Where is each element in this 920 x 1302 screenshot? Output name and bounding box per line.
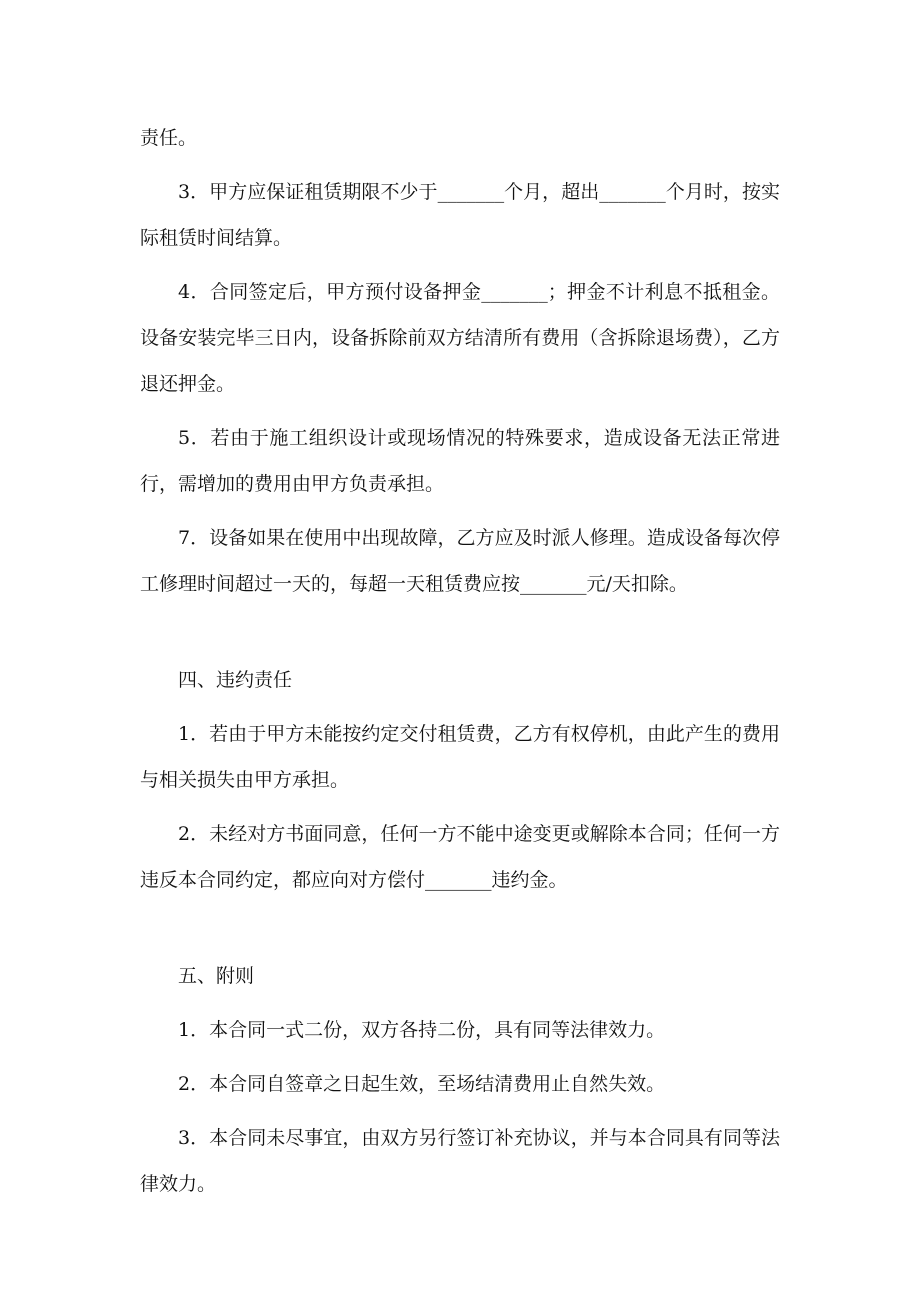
breach-clause-2: 2．未经对方书面同意，任何一方不能中途变更或解除本合同；任何一方违反本合同约定，都应向对方偿付_______违约金。 xyxy=(140,823,780,891)
clause-5-extra-costs: 5．若由于施工组织设计或现场情况的特殊要求，造成设备无法正常进行，需增加的费用由甲方负责承担。 xyxy=(140,427,780,495)
supplementary-clause-3: 3．本合同未尽事宜，由双方另行签订补充协议，并与本合同具有同等法律效力。 xyxy=(140,1127,780,1195)
section-heading-supplementary: 五、附则 xyxy=(178,965,255,987)
supplementary-clause-1: 1．本合同一式二份，双方各持二份，具有同等法律效力。 xyxy=(178,1019,666,1041)
clause-3-lease-term: 3．甲方应保证租赁期限不少于_______个月，超出_______个月时，按实际租赁时间结算。 xyxy=(140,181,780,249)
section-heading-breach: 四、违约责任 xyxy=(178,669,293,691)
paragraph-continuation: 责任。 xyxy=(140,127,198,149)
breach-clause-1: 1．若由于甲方未能按约定交付租赁费，乙方有权停机，由此产生的费用与相关损失由甲方承担。 xyxy=(140,723,780,791)
clause-7-repair: 7．设备如果在使用中出现故障，乙方应及时派人修理。造成设备每次停工修理时间超过一天的，每超一天租赁费应按_______元/天扣除。 xyxy=(140,527,780,595)
supplementary-clause-2: 2．本合同自签章之日起生效，至场结清费用止自然失效。 xyxy=(178,1073,666,1095)
clause-4-deposit: 4．合同签定后，甲方预付设备押金_______；押金不计利息不抵租金。设备安装完毕三日内，设备拆除前双方结清所有费用（含拆除退场费），乙方退还押金。 xyxy=(140,281,780,395)
document-body xyxy=(140,115,780,1215)
